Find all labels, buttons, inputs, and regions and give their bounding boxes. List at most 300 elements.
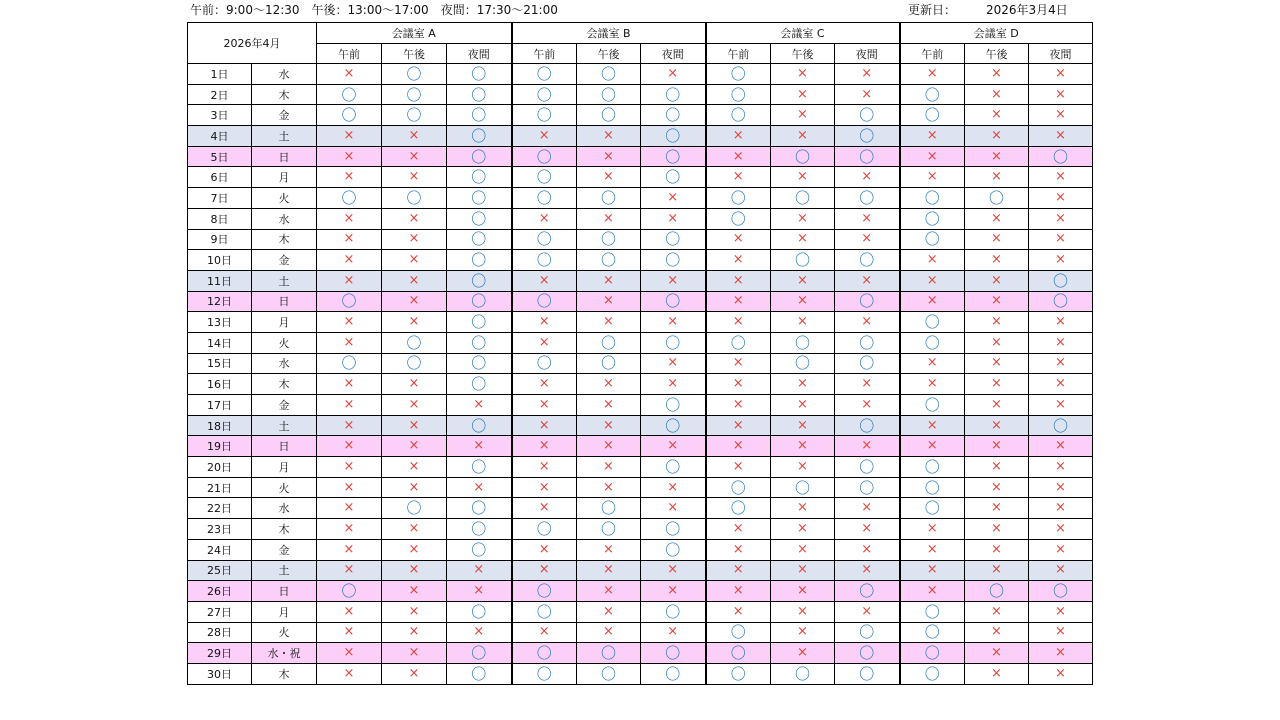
available-mark: 〇 [641,126,706,147]
available-mark: 〇 [447,250,512,271]
table-row [188,415,1093,436]
day-of-week: 火 [252,332,317,353]
table-row [188,436,1093,457]
available-mark: 〇 [900,457,965,478]
slot-header: 午後 [771,44,835,64]
day-of-week: 月 [252,167,317,188]
unavailable-mark: × [771,498,835,519]
slot-header: 夜間 [447,44,512,64]
unavailable-mark: × [382,519,447,540]
available-mark: 〇 [771,663,835,684]
unavailable-mark: × [512,457,577,478]
available-mark: 〇 [1029,270,1093,291]
available-mark: 〇 [835,581,900,602]
unavailable-mark: × [835,229,900,250]
unavailable-mark: × [1029,167,1093,188]
available-mark: 〇 [512,250,577,271]
unavailable-mark: × [965,229,1029,250]
available-mark: 〇 [577,84,641,105]
unavailable-mark: × [1029,663,1093,684]
unavailable-mark: × [706,312,771,333]
unavailable-mark: × [1029,332,1093,353]
unavailable-mark: × [771,374,835,395]
available-mark: 〇 [641,663,706,684]
unavailable-mark: × [317,457,382,478]
day-of-week: 木 [252,663,317,684]
day-date: 27日 [188,601,252,622]
table-row [188,208,1093,229]
unavailable-mark: × [835,312,900,333]
available-mark: 〇 [447,332,512,353]
available-mark: 〇 [835,332,900,353]
unavailable-mark: × [965,519,1029,540]
unavailable-mark: × [641,436,706,457]
day-date: 22日 [188,498,252,519]
unavailable-mark: × [317,229,382,250]
unavailable-mark: × [382,208,447,229]
unavailable-mark: × [382,643,447,664]
unavailable-mark: × [641,374,706,395]
unavailable-mark: × [965,208,1029,229]
available-mark: 〇 [900,643,965,664]
unavailable-mark: × [447,560,512,581]
available-mark: 〇 [1029,146,1093,167]
unavailable-mark: × [382,167,447,188]
available-mark: 〇 [512,64,577,85]
available-mark: 〇 [835,663,900,684]
available-mark: 〇 [447,188,512,209]
unavailable-mark: × [317,415,382,436]
available-mark: 〇 [835,250,900,271]
unavailable-mark: × [965,146,1029,167]
day-date: 29日 [188,643,252,664]
unavailable-mark: × [706,560,771,581]
unavailable-mark: × [965,250,1029,271]
unavailable-mark: × [1029,312,1093,333]
unavailable-mark: × [771,84,835,105]
unavailable-mark: × [317,519,382,540]
unavailable-mark: × [835,539,900,560]
unavailable-mark: × [771,291,835,312]
unavailable-mark: × [965,622,1029,643]
availability-table [187,22,1093,685]
unavailable-mark: × [771,457,835,478]
day-date: 19日 [188,436,252,457]
available-mark: 〇 [706,84,771,105]
unavailable-mark: × [965,663,1029,684]
available-mark: 〇 [706,188,771,209]
slot-header: 午前 [900,44,965,64]
unavailable-mark: × [382,622,447,643]
available-mark: 〇 [771,250,835,271]
table-row [188,663,1093,684]
day-date: 14日 [188,332,252,353]
unavailable-mark: × [835,374,900,395]
unavailable-mark: × [382,539,447,560]
table-row [188,539,1093,560]
unavailable-mark: × [1029,601,1093,622]
unavailable-mark: × [771,395,835,416]
available-mark: 〇 [641,519,706,540]
unavailable-mark: × [382,457,447,478]
unavailable-mark: × [577,208,641,229]
unavailable-mark: × [317,126,382,147]
available-mark: 〇 [512,601,577,622]
available-mark: 〇 [641,167,706,188]
day-of-week: 月 [252,601,317,622]
available-mark: 〇 [641,250,706,271]
unavailable-mark: × [512,622,577,643]
day-of-week: 水 [252,353,317,374]
unavailable-mark: × [771,560,835,581]
table-row [188,64,1093,85]
available-mark: 〇 [641,643,706,664]
unavailable-mark: × [382,395,447,416]
available-mark: 〇 [641,146,706,167]
unavailable-mark: × [1029,560,1093,581]
unavailable-mark: × [771,208,835,229]
day-date: 20日 [188,457,252,478]
unavailable-mark: × [382,229,447,250]
room-header-b: 会議室 B [512,23,706,44]
unavailable-mark: × [771,643,835,664]
unavailable-mark: × [317,477,382,498]
available-mark: 〇 [512,105,577,126]
unavailable-mark: × [317,622,382,643]
available-mark: 〇 [382,64,447,85]
unavailable-mark: × [577,146,641,167]
table-row [188,498,1093,519]
unavailable-mark: × [512,126,577,147]
day-of-week: 水 [252,208,317,229]
available-mark: 〇 [771,477,835,498]
available-mark: 〇 [1029,415,1093,436]
table-row [188,622,1093,643]
unavailable-mark: × [1029,519,1093,540]
day-date: 4日 [188,126,252,147]
slot-header: 午前 [512,44,577,64]
unavailable-mark: × [706,229,771,250]
available-mark: 〇 [447,374,512,395]
available-mark: 〇 [641,84,706,105]
available-mark: 〇 [900,208,965,229]
unavailable-mark: × [965,105,1029,126]
available-mark: 〇 [900,84,965,105]
day-of-week: 日 [252,146,317,167]
unavailable-mark: × [382,250,447,271]
available-mark: 〇 [965,188,1029,209]
available-mark: 〇 [512,291,577,312]
available-mark: 〇 [512,643,577,664]
unavailable-mark: × [1029,105,1093,126]
unavailable-mark: × [900,146,965,167]
day-of-week: 火 [252,477,317,498]
unavailable-mark: × [771,436,835,457]
available-mark: 〇 [447,64,512,85]
unavailable-mark: × [382,270,447,291]
available-mark: 〇 [317,105,382,126]
available-mark: 〇 [447,457,512,478]
day-of-week: 土 [252,415,317,436]
available-mark: 〇 [382,105,447,126]
day-of-week: 日 [252,436,317,457]
unavailable-mark: × [965,395,1029,416]
unavailable-mark: × [317,560,382,581]
unavailable-mark: × [382,146,447,167]
unavailable-mark: × [382,663,447,684]
unavailable-mark: × [317,374,382,395]
available-mark: 〇 [965,581,1029,602]
unavailable-mark: × [512,395,577,416]
day-date: 10日 [188,250,252,271]
day-date: 24日 [188,539,252,560]
unavailable-mark: × [706,395,771,416]
day-date: 15日 [188,353,252,374]
slot-header: 夜間 [641,44,706,64]
day-of-week: 土 [252,270,317,291]
available-mark: 〇 [641,457,706,478]
unavailable-mark: × [317,250,382,271]
day-date: 26日 [188,581,252,602]
table-row [188,519,1093,540]
day-of-week: 木 [252,374,317,395]
unavailable-mark: × [771,539,835,560]
day-date: 16日 [188,374,252,395]
available-mark: 〇 [512,353,577,374]
unavailable-mark: × [965,270,1029,291]
unavailable-mark: × [835,601,900,622]
unavailable-mark: × [577,167,641,188]
unavailable-mark: × [965,312,1029,333]
day-date: 3日 [188,105,252,126]
available-mark: 〇 [706,208,771,229]
unavailable-mark: × [382,291,447,312]
unavailable-mark: × [1029,643,1093,664]
unavailable-mark: × [512,332,577,353]
unavailable-mark: × [641,64,706,85]
unavailable-mark: × [900,291,965,312]
available-mark: 〇 [577,188,641,209]
day-date: 1日 [188,64,252,85]
available-mark: 〇 [835,146,900,167]
unavailable-mark: × [641,188,706,209]
available-mark: 〇 [641,601,706,622]
unavailable-mark: × [706,415,771,436]
unavailable-mark: × [900,126,965,147]
unavailable-mark: × [706,250,771,271]
unavailable-mark: × [512,477,577,498]
available-mark: 〇 [447,519,512,540]
table-row [188,601,1093,622]
unavailable-mark: × [706,146,771,167]
unavailable-mark: × [317,270,382,291]
hours-legend: 午前：9:00～12:30 午後：13:00～17:00 夜間：17:30～21:00 [190,3,558,17]
unavailable-mark: × [382,601,447,622]
available-mark: 〇 [317,84,382,105]
available-mark: 〇 [447,312,512,333]
available-mark: 〇 [447,105,512,126]
unavailable-mark: × [771,519,835,540]
unavailable-mark: × [641,477,706,498]
day-of-week: 木 [252,519,317,540]
table-row [188,105,1093,126]
available-mark: 〇 [512,188,577,209]
table-row [188,84,1093,105]
unavailable-mark: × [706,270,771,291]
unavailable-mark: × [447,622,512,643]
unavailable-mark: × [835,270,900,291]
available-mark: 〇 [512,167,577,188]
unavailable-mark: × [965,291,1029,312]
unavailable-mark: × [1029,64,1093,85]
unavailable-mark: × [317,208,382,229]
unavailable-mark: × [512,208,577,229]
day-date: 6日 [188,167,252,188]
unavailable-mark: × [771,270,835,291]
day-date: 21日 [188,477,252,498]
unavailable-mark: × [1029,250,1093,271]
unavailable-mark: × [900,353,965,374]
unavailable-mark: × [382,415,447,436]
available-mark: 〇 [577,498,641,519]
unavailable-mark: × [577,374,641,395]
table-row [188,395,1093,416]
available-mark: 〇 [447,539,512,560]
unavailable-mark: × [1029,229,1093,250]
updated-label: 更新日： [908,3,957,17]
day-date: 17日 [188,395,252,416]
unavailable-mark: × [447,477,512,498]
available-mark: 〇 [641,539,706,560]
day-of-week: 水 [252,498,317,519]
unavailable-mark: × [965,539,1029,560]
available-mark: 〇 [900,188,965,209]
table-row [188,374,1093,395]
unavailable-mark: × [641,498,706,519]
available-mark: 〇 [835,353,900,374]
available-mark: 〇 [900,601,965,622]
table-row [188,332,1093,353]
available-mark: 〇 [641,395,706,416]
unavailable-mark: × [512,560,577,581]
unavailable-mark: × [577,291,641,312]
unavailable-mark: × [1029,126,1093,147]
unavailable-mark: × [900,539,965,560]
available-mark: 〇 [706,643,771,664]
available-mark: 〇 [512,229,577,250]
unavailable-mark: × [577,415,641,436]
available-mark: 〇 [706,622,771,643]
day-of-week: 日 [252,291,317,312]
day-of-week: 火 [252,622,317,643]
room-header-d: 会議室 D [900,23,1093,44]
available-mark: 〇 [900,395,965,416]
unavailable-mark: × [706,291,771,312]
available-mark: 〇 [900,498,965,519]
available-mark: 〇 [900,622,965,643]
available-mark: 〇 [447,415,512,436]
available-mark: 〇 [835,105,900,126]
day-date: 8日 [188,208,252,229]
unavailable-mark: × [771,622,835,643]
available-mark: 〇 [641,332,706,353]
unavailable-mark: × [965,353,1029,374]
day-of-week: 月 [252,312,317,333]
available-mark: 〇 [835,126,900,147]
day-date: 11日 [188,270,252,291]
unavailable-mark: × [382,560,447,581]
day-of-week: 金 [252,539,317,560]
table-row [188,167,1093,188]
available-mark: 〇 [382,84,447,105]
unavailable-mark: × [771,415,835,436]
available-mark: 〇 [577,332,641,353]
day-date: 30日 [188,663,252,684]
available-mark: 〇 [771,188,835,209]
available-mark: 〇 [512,663,577,684]
available-mark: 〇 [706,105,771,126]
day-of-week: 土 [252,126,317,147]
table-row [188,643,1093,664]
table-row [188,581,1093,602]
unavailable-mark: × [317,436,382,457]
available-mark: 〇 [706,498,771,519]
unavailable-mark: × [1029,395,1093,416]
unavailable-mark: × [706,581,771,602]
unavailable-mark: × [1029,457,1093,478]
table-row [188,291,1093,312]
room-header-c: 会議室 C [706,23,900,44]
unavailable-mark: × [965,415,1029,436]
unavailable-mark: × [1029,188,1093,209]
day-date: 18日 [188,415,252,436]
available-mark: 〇 [641,229,706,250]
available-mark: 〇 [706,64,771,85]
unavailable-mark: × [641,581,706,602]
available-mark: 〇 [1029,581,1093,602]
day-date: 2日 [188,84,252,105]
slot-header: 午前 [317,44,382,64]
day-of-week: 火 [252,188,317,209]
unavailable-mark: × [577,477,641,498]
available-mark: 〇 [835,415,900,436]
unavailable-mark: × [965,332,1029,353]
available-mark: 〇 [771,146,835,167]
slot-header: 午前 [706,44,771,64]
unavailable-mark: × [771,229,835,250]
available-mark: 〇 [641,105,706,126]
day-of-week: 木 [252,229,317,250]
day-of-week: 金 [252,250,317,271]
available-mark: 〇 [577,643,641,664]
slot-header: 午後 [577,44,641,64]
available-mark: 〇 [577,353,641,374]
table-row [188,146,1093,167]
unavailable-mark: × [382,374,447,395]
day-of-week: 水 [252,64,317,85]
day-date: 7日 [188,188,252,209]
unavailable-mark: × [512,374,577,395]
unavailable-mark: × [900,560,965,581]
available-mark: 〇 [835,291,900,312]
unavailable-mark: × [706,519,771,540]
unavailable-mark: × [900,436,965,457]
available-mark: 〇 [382,188,447,209]
available-mark: 〇 [900,663,965,684]
available-mark: 〇 [835,477,900,498]
day-date: 5日 [188,146,252,167]
unavailable-mark: × [577,601,641,622]
